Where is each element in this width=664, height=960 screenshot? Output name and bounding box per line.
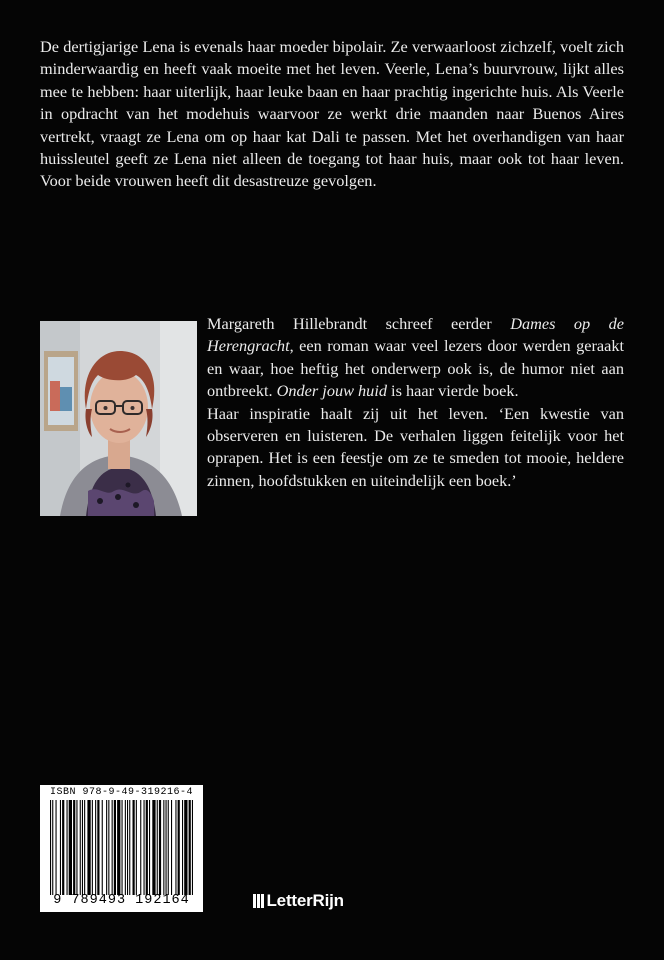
barcode-bar [163,800,164,895]
barcode-bar [69,800,72,895]
barcode-bar [149,800,150,895]
book-title: Onder jouw huid [276,381,387,401]
author-photo [40,321,197,516]
barcode-bar [114,800,116,895]
barcode-bar [106,800,107,895]
barcode-bar [56,800,57,895]
barcode-bar [82,800,83,895]
previous-book-title: Dames op de Herengracht [207,314,624,356]
barcode-bar [189,800,191,895]
author-bio [207,313,624,492]
publisher-logo [253,890,344,912]
author-bio-paragraph-2: Haar inspiratie haalt zij uit het leven. ‘Een kwestie van observeren en luisteren. De verhalen liggen feitelijk voor het oprapen. Het is een feestje om ze te smeden tot mooie, heldere zinnen, hoofdstukken en uiteindelijk een boek.’ [207,403,624,490]
barcode-bar [92,800,93,895]
publisher-name: LetterRijn [266,891,344,910]
barcode-bar [50,800,51,895]
barcode-bar [140,800,141,895]
barcode-bar [144,800,145,895]
barcode-bar [87,800,90,895]
author-bio-paragraph-1: Margareth Hillebrandt schreef eerder Dames op de Herengracht, een roman waar veel lezers door werden geraakt en waar, hoe heftig het onderwerp ook is, de humor niet aan ontbreekt. Onder jouw huid is haar vierde boek. [207,314,624,401]
isbn-barcode [40,785,203,912]
barcode-bar [97,800,99,895]
barcode-bar [168,800,169,895]
letterrijn-logo-icon [253,894,264,908]
barcode-bar [159,800,161,895]
barcode-bar [171,800,172,895]
barcode-bar [112,800,113,895]
barcode-bar [80,800,81,895]
barcode-bar [102,800,103,895]
barcode-bar [178,800,180,895]
isbn-digits: 9 789493 192164 [53,893,190,908]
barcode-bar [67,800,68,895]
barcode-bar [146,800,148,895]
barcode-bar [129,800,130,895]
barcode-bar [157,800,158,895]
barcode-bar [76,800,77,895]
barcode-bar [133,800,135,895]
barcode-bar [125,800,126,895]
barcode-bar [84,800,85,895]
isbn-label: ISBN 978-9-49-319216-4 [49,787,194,798]
barcode-bar [122,800,123,895]
barcode-bar [136,800,137,895]
barcode-bar [52,800,53,895]
barcode-bar [175,800,176,895]
barcode-bar [117,800,120,895]
barcode-bar [108,800,109,895]
barcode-bar [184,800,187,895]
barcode-bar [127,800,128,895]
barcode-bar [152,800,155,895]
barcode-bar [73,800,75,895]
barcode-bars [50,800,195,895]
blurb-text: De dertigjarige Lena is evenals haar moeder bipolair. Ze verwaarloost zichzelf, voelt zich minderwaardig en heeft vaak moeite met het leven. Veerle, Lena’s buurvrouw, lijkt alles mee te hebben: haar uiterlijk, haar leuke baan en haar prachtig ingerichte huis. Als Veerle in opdracht van het modehuis waarvoor ze werkt drie maanden naar Buenos Aires vertrekt, vraagt ze Lena om op haar kat Dali te passen. Met het overhandigen van haar huissleutel geeft ze Lena niet alleen de toegang tot haar huis, maar ook tot haar leven. Voor beide vrouwen heeft dit desastreuze gevolgen. [40,37,624,191]
barcode-bar [60,800,61,895]
barcode-bar [62,800,64,895]
barcode-bar [182,800,183,895]
barcode-bar [192,800,193,895]
barcode-bar [166,800,167,895]
barcode-bar [95,800,96,895]
